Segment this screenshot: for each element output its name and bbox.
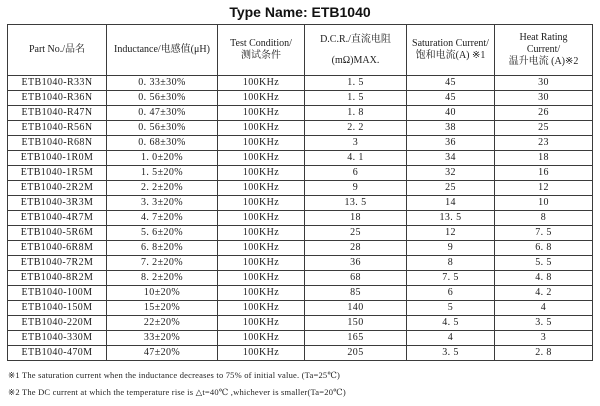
table-cell: ETB1040-1R0M	[8, 151, 107, 166]
table-cell: 4. 2	[495, 286, 593, 301]
table-cell: 0. 47±30%	[107, 106, 218, 121]
table-cell: 36	[407, 136, 495, 151]
header-part-no	[8, 25, 107, 76]
header-test-condition-label-zh: 测试条件	[241, 50, 281, 61]
table-cell: 0. 33±30%	[107, 76, 218, 91]
footnote-2: ※2 The DC current at which the temperature rise is △t=40℃ ,whichever is smaller(Ta=20℃)	[8, 387, 346, 397]
table-cell: 3	[305, 136, 407, 151]
table-row	[8, 256, 593, 271]
table-cell: 12	[495, 181, 593, 196]
table-cell: 100KHz	[218, 151, 305, 166]
table-cell: ETB1040-470M	[8, 346, 107, 361]
table-row	[8, 136, 593, 151]
footnotes	[8, 367, 600, 401]
table-cell: 8	[407, 256, 495, 271]
table-cell: 0. 68±30%	[107, 136, 218, 151]
table-cell: 47±20%	[107, 346, 218, 361]
table-cell: 100KHz	[218, 211, 305, 226]
table-row	[8, 241, 593, 256]
table-cell: ETB1040-2R2M	[8, 181, 107, 196]
table-body	[8, 76, 593, 361]
table-cell: 14	[407, 196, 495, 211]
table-cell: 100KHz	[218, 271, 305, 286]
table-cell: 8	[495, 211, 593, 226]
table-cell: 40	[407, 106, 495, 121]
table-cell: 100KHz	[218, 316, 305, 331]
table-cell: 8. 2±20%	[107, 271, 218, 286]
table-cell: 7. 5	[495, 226, 593, 241]
table-cell: 15±20%	[107, 301, 218, 316]
footnote-1: ※1 The saturation current when the inductance decreases to 75% of initial value. (Ta=25℃)	[8, 370, 341, 380]
table-cell: 18	[305, 211, 407, 226]
table-row	[8, 346, 593, 361]
table-cell: 4. 8	[495, 271, 593, 286]
table-cell: 100KHz	[218, 331, 305, 346]
table-cell: 100KHz	[218, 76, 305, 91]
table-cell: 6. 8	[495, 241, 593, 256]
table-row	[8, 226, 593, 241]
header-dcr-label: D.C.R./直流电阻	[320, 33, 391, 45]
table-cell: 68	[305, 271, 407, 286]
table-row	[8, 301, 593, 316]
table-cell: 100KHz	[218, 106, 305, 121]
table-cell: ETB1040-150M	[8, 301, 107, 316]
table-row	[8, 151, 593, 166]
table-cell: ETB1040-R68N	[8, 136, 107, 151]
table-cell: 3. 3±20%	[107, 196, 218, 211]
table-cell: ETB1040-R36N	[8, 91, 107, 106]
table-cell: ETB1040-6R8M	[8, 241, 107, 256]
table-cell: 100KHz	[218, 166, 305, 181]
table-cell: ETB1040-1R5M	[8, 166, 107, 181]
table-cell: 5. 5	[495, 256, 593, 271]
table-cell: 25	[407, 181, 495, 196]
table-cell: 0. 56±30%	[107, 121, 218, 136]
table-header	[8, 25, 593, 76]
table-cell: ETB1040-330M	[8, 331, 107, 346]
table-cell: 45	[407, 76, 495, 91]
table-cell: 3	[495, 331, 593, 346]
header-saturation-label-en: Saturation Current/	[412, 38, 489, 49]
table-cell: 5. 6±20%	[107, 226, 218, 241]
table-cell: 9	[305, 181, 407, 196]
table-cell: 1. 5±20%	[107, 166, 218, 181]
table-cell: 5	[407, 301, 495, 316]
table-cell: 150	[305, 316, 407, 331]
table-cell: 85	[305, 286, 407, 301]
table-cell: 100KHz	[218, 91, 305, 106]
table-cell: ETB1040-R33N	[8, 76, 107, 91]
table-cell: ETB1040-R56N	[8, 121, 107, 136]
header-heat-rating-label-2: Current/	[526, 44, 561, 55]
page-title: Type Name: ETB1040	[229, 4, 371, 20]
table-cell: 30	[495, 91, 593, 106]
table-cell: 100KHz	[218, 181, 305, 196]
table-cell: 4	[407, 331, 495, 346]
table-cell: 28	[305, 241, 407, 256]
table-cell: 2. 8	[495, 346, 593, 361]
header-dcr-unit: (mΩ)MAX.	[331, 54, 380, 66]
table-row	[8, 271, 593, 286]
header-inductance-label: Inductance/电感值(μH)	[114, 44, 210, 55]
table-cell: 100KHz	[218, 136, 305, 151]
table-row	[8, 106, 593, 121]
table-cell: ETB1040-220M	[8, 316, 107, 331]
table-cell: 3. 5	[407, 346, 495, 361]
table-cell: 6	[305, 166, 407, 181]
table-cell: 32	[407, 166, 495, 181]
table-cell: 26	[495, 106, 593, 121]
header-heat-rating-current	[495, 25, 593, 76]
header-part-no-label: Part No./品名	[28, 44, 86, 55]
table-cell: 4. 1	[305, 151, 407, 166]
header-saturation-label-zh: 饱和电流(A) ※1	[415, 50, 486, 61]
table-cell: 13. 5	[407, 211, 495, 226]
table-cell: 100KHz	[218, 121, 305, 136]
table-cell: 2. 2±20%	[107, 181, 218, 196]
table-cell: 2. 2	[305, 121, 407, 136]
table-cell: 6. 8±20%	[107, 241, 218, 256]
table-row	[8, 76, 593, 91]
table-row	[8, 196, 593, 211]
spec-table	[7, 24, 593, 361]
table-cell: 10	[495, 196, 593, 211]
table-row	[8, 316, 593, 331]
header-heat-rating-label-1: Heat Rating	[519, 32, 568, 43]
table-cell: 45	[407, 91, 495, 106]
table-row	[8, 181, 593, 196]
table-cell: 30	[495, 76, 593, 91]
table-cell: ETB1040-7R2M	[8, 256, 107, 271]
table-cell: 25	[495, 121, 593, 136]
table-cell: 23	[495, 136, 593, 151]
table-row	[8, 121, 593, 136]
table-cell: 22±20%	[107, 316, 218, 331]
table-cell: ETB1040-3R3M	[8, 196, 107, 211]
table-cell: 18	[495, 151, 593, 166]
table-cell: 16	[495, 166, 593, 181]
header-test-condition	[218, 25, 305, 76]
table-cell: 0. 56±30%	[107, 91, 218, 106]
table-cell: 140	[305, 301, 407, 316]
header-saturation-current	[407, 25, 495, 76]
table-cell: 10±20%	[107, 286, 218, 301]
table-row	[8, 91, 593, 106]
table-cell: 1. 5	[305, 76, 407, 91]
table-cell: 100KHz	[218, 196, 305, 211]
table-cell: 13. 5	[305, 196, 407, 211]
table-cell: 9	[407, 241, 495, 256]
table-cell: 165	[305, 331, 407, 346]
table-cell: ETB1040-R47N	[8, 106, 107, 121]
table-cell: 7. 5	[407, 271, 495, 286]
table-cell: 1. 8	[305, 106, 407, 121]
table-cell: 36	[305, 256, 407, 271]
table-cell: 205	[305, 346, 407, 361]
table-cell: 1. 0±20%	[107, 151, 218, 166]
table-cell: 100KHz	[218, 226, 305, 241]
table-cell: 100KHz	[218, 301, 305, 316]
table-cell: ETB1040-4R7M	[8, 211, 107, 226]
table-cell: 100KHz	[218, 256, 305, 271]
table-cell: 12	[407, 226, 495, 241]
table-cell: 7. 2±20%	[107, 256, 218, 271]
table-cell: 33±20%	[107, 331, 218, 346]
table-row	[8, 331, 593, 346]
table-cell: 25	[305, 226, 407, 241]
table-cell: 3. 5	[495, 316, 593, 331]
table-row	[8, 286, 593, 301]
header-row	[8, 25, 593, 76]
table-cell: 4	[495, 301, 593, 316]
header-inductance	[107, 25, 218, 76]
table-cell: ETB1040-100M	[8, 286, 107, 301]
table-cell: ETB1040-8R2M	[8, 271, 107, 286]
header-heat-rating-label-3: 温升电流 (A)※2	[508, 56, 579, 67]
header-dcr	[305, 25, 407, 76]
table-cell: 4. 7±20%	[107, 211, 218, 226]
table-cell: 34	[407, 151, 495, 166]
table-cell: 100KHz	[218, 286, 305, 301]
table-row	[8, 211, 593, 226]
table-cell: 1. 5	[305, 91, 407, 106]
table-row	[8, 166, 593, 181]
table-cell: 6	[407, 286, 495, 301]
table-cell: 38	[407, 121, 495, 136]
header-test-condition-label-en: Test Condition/	[230, 38, 292, 49]
table-cell: ETB1040-5R6M	[8, 226, 107, 241]
table-cell: 100KHz	[218, 241, 305, 256]
table-cell: 4. 5	[407, 316, 495, 331]
table-cell: 100KHz	[218, 346, 305, 361]
